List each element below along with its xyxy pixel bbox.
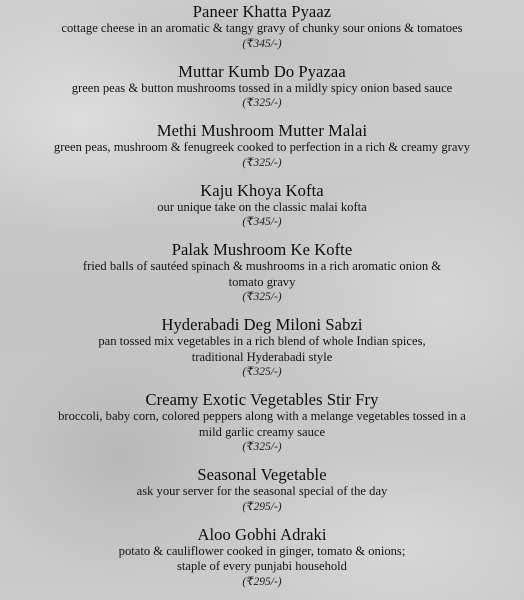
dish-description: our unique take on the classic malai kofta <box>157 199 367 214</box>
menu-item-kaju-khoya-kofta <box>0 181 524 230</box>
dish-price: (₹295/-) <box>242 575 282 588</box>
dish-name: Aloo Gobhi Adraki <box>197 524 327 544</box>
dish-name: Kaju Khoya Kofta <box>200 180 324 200</box>
menu-item-muttar-kumb-do-pyazaa <box>0 62 524 111</box>
dish-description-line-2: mild garlic creamy sauce <box>198 424 326 439</box>
menu-item-palak-mushroom-ke-kofte <box>0 240 524 304</box>
dish-name: Hyderabadi Deg Miloni Sabzi <box>161 315 363 334</box>
dish-name: Seasonal Vegetable <box>197 465 327 484</box>
dish-price: (₹295/-) <box>242 500 282 513</box>
dish-description-line-1: pan tossed mix vegetables in a rich blend of whole Indian spices, <box>98 334 426 348</box>
dish-name: Creamy Exotic Vegetables Stir Fry <box>145 390 379 409</box>
dish-description-line-2: tomato gravy <box>228 274 296 289</box>
dish-price: (₹325/-) <box>242 291 282 303</box>
dish-description: green peas, mushroom & fenugreek cooked to perfection in a rich & creamy gravy <box>53 140 471 154</box>
menu-item-aloo-gobhi-adraki <box>0 525 524 589</box>
menu-list <box>0 2 524 589</box>
menu-item-seasonal-vegetable <box>0 465 524 514</box>
menu-item-methi-mushroom-mutter-malai <box>0 121 524 170</box>
dish-description: ask your server for the seasonal special of the day <box>136 484 388 498</box>
dish-description-line-1: potato & cauliflower cooked in ginger, tomato & onions; <box>118 543 406 558</box>
dish-name: Palak Mushroom Ke Kofte <box>171 240 353 259</box>
menu-item-creamy-exotic-vegetables-stir-fry <box>0 390 524 454</box>
dish-description: cottage cheese in an aromatic & tangy gravy of chunky sour onions & tomatoes <box>61 21 463 35</box>
dish-name: Methi Mushroom Mutter Malai <box>156 121 368 140</box>
dish-description-line-2: traditional Hyderabadi style <box>191 349 333 364</box>
dish-name: Paneer Khatta Pyaaz <box>192 2 332 21</box>
dish-description-line-2: staple of every punjabi household <box>177 559 347 573</box>
menu-item-hyderabadi-deg-miloni-sabzi <box>0 315 524 379</box>
dish-price: (₹325/-) <box>242 366 282 378</box>
dish-description-line-1: broccoli, baby corn, colored peppers along with a melange vegetables tossed in a <box>58 409 466 423</box>
dish-price: (₹345/-) <box>242 216 282 228</box>
dish-price: (₹325/-) <box>242 97 282 109</box>
dish-price: (₹345/-) <box>242 37 282 50</box>
dish-price: (₹325/-) <box>242 156 282 169</box>
dish-name: Muttar Kumb Do Pyazaa <box>178 61 346 81</box>
menu-item-paneer-khatta-pyaaz <box>0 2 524 51</box>
dish-description: green peas & button mushrooms tossed in a mildly spicy onion based sauce <box>71 80 453 95</box>
dish-description-line-1: fried balls of sautéed spinach & mushrooms in a rich aromatic onion & <box>82 259 442 273</box>
dish-price: (₹325/-) <box>242 441 282 453</box>
